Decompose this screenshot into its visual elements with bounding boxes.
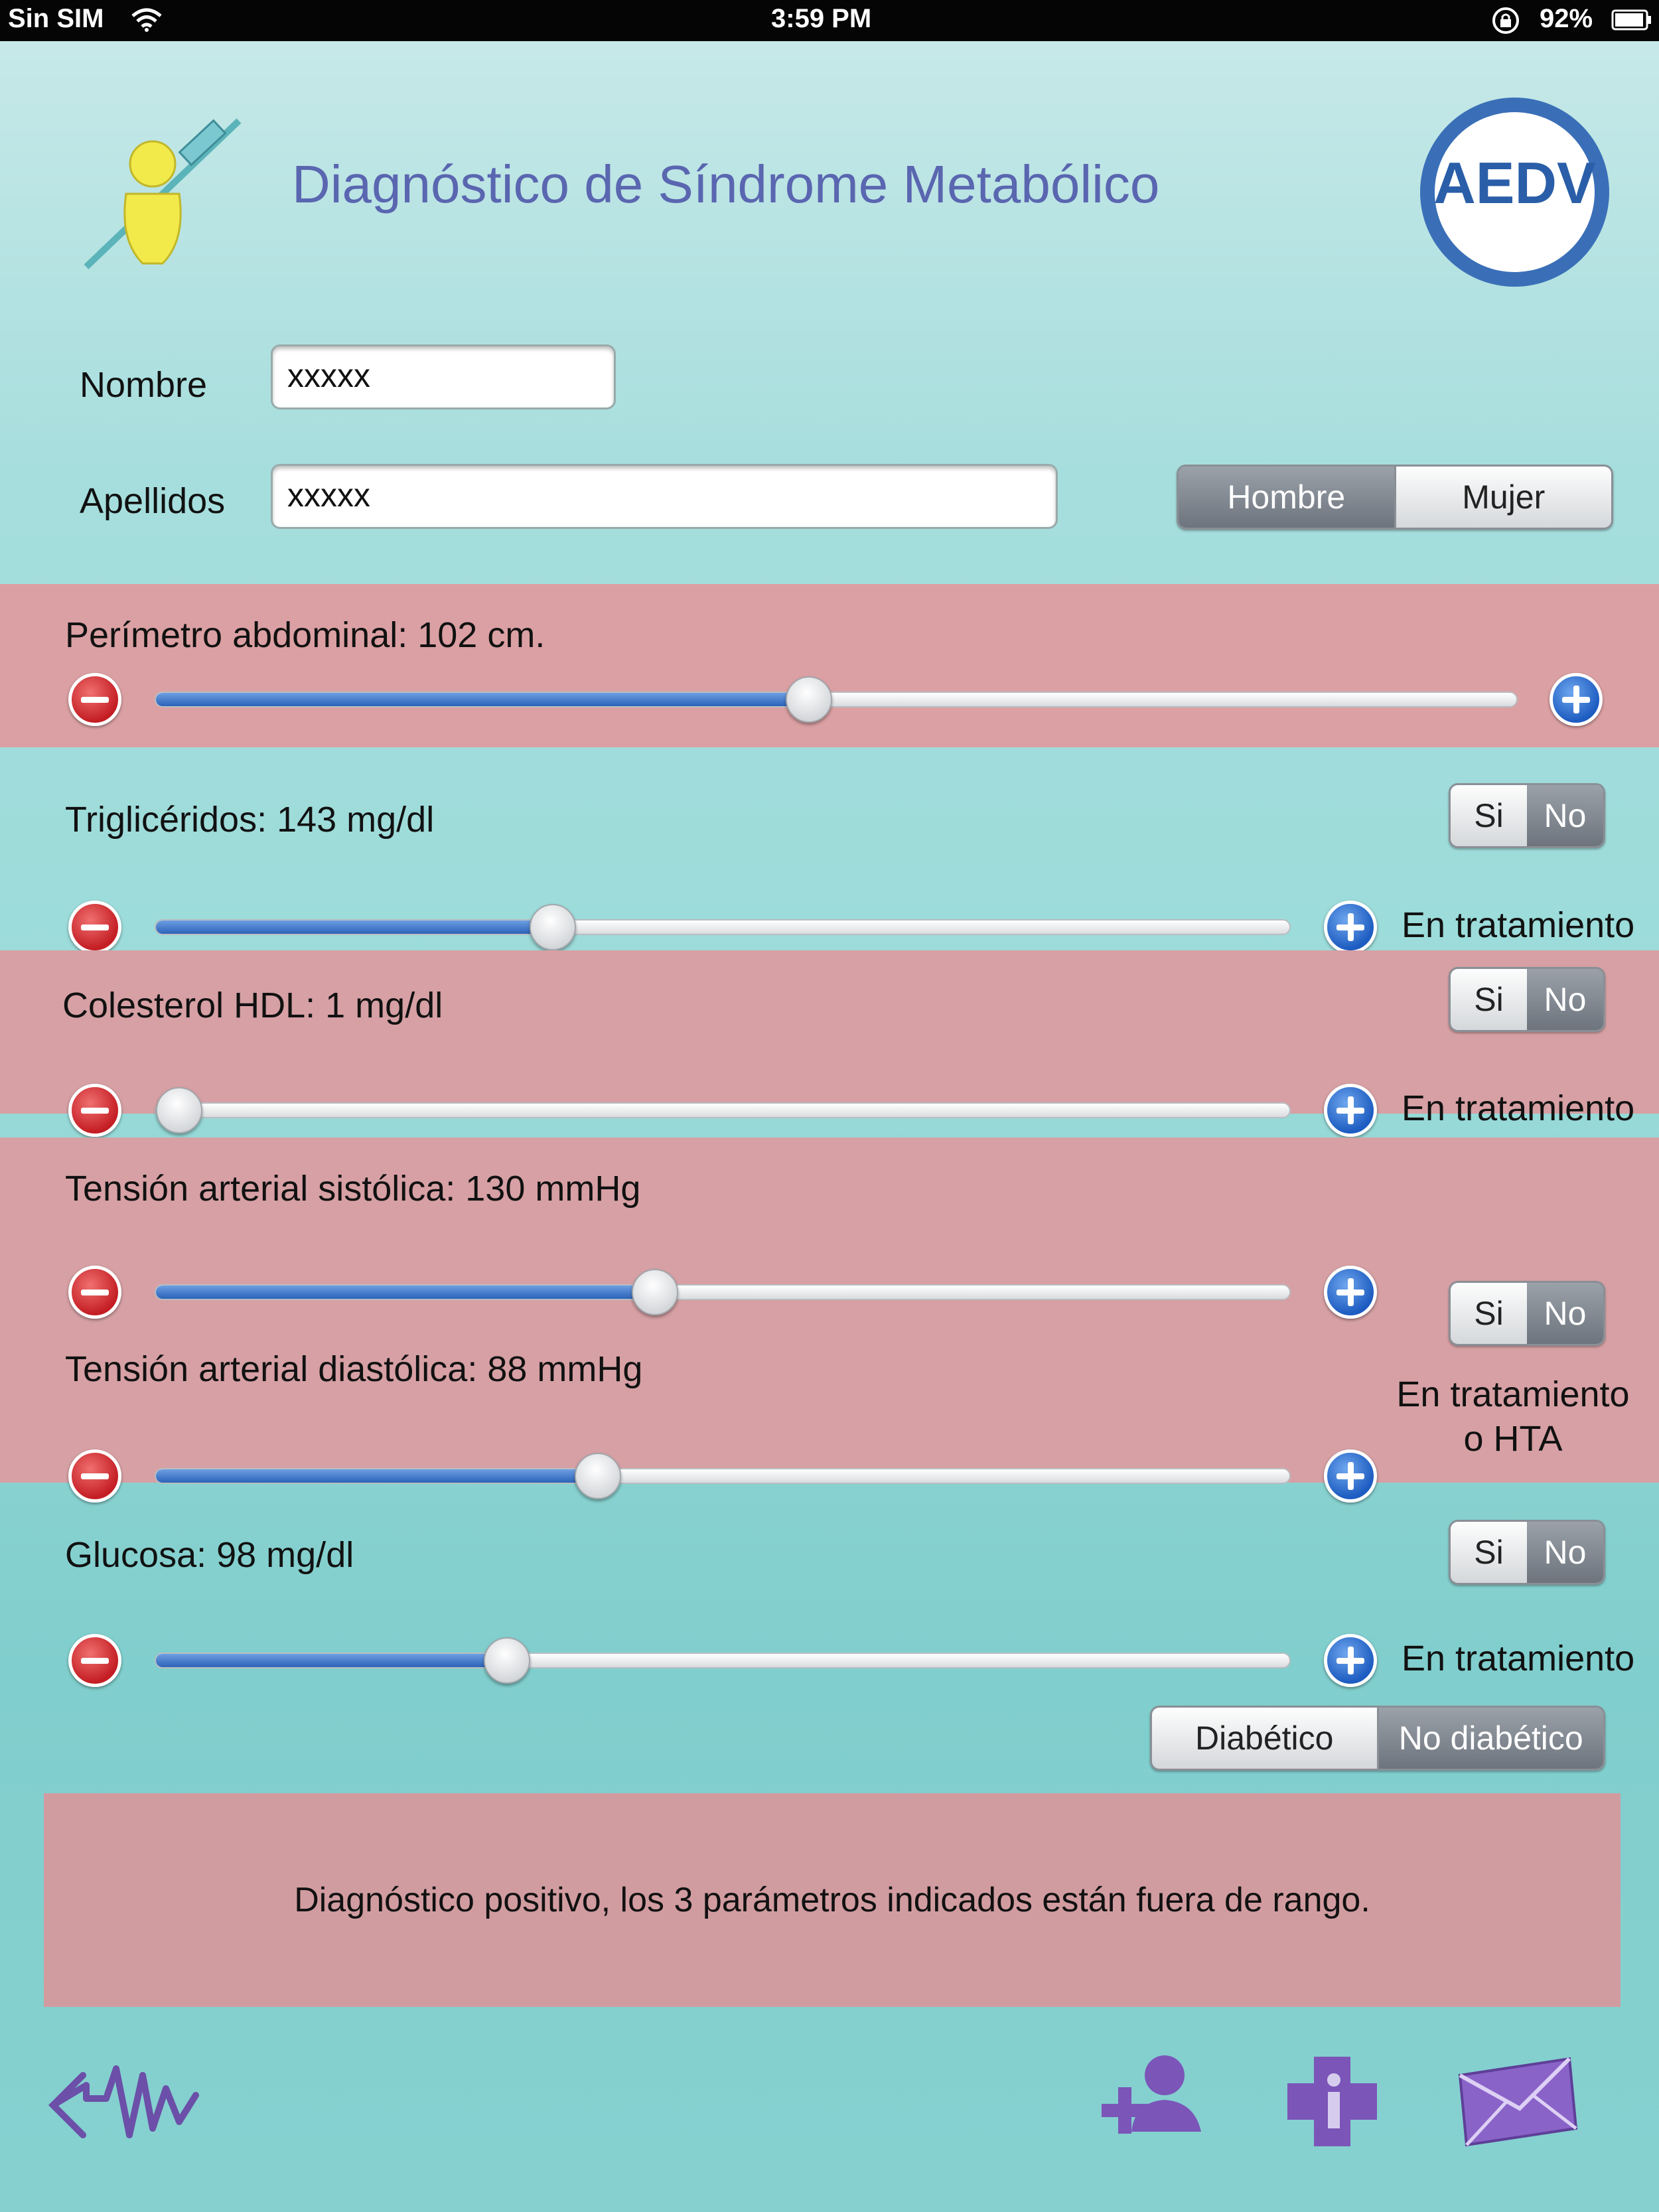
carrier: Sin SIM: [8, 4, 104, 33]
nombre-input[interactable]: xxxxx: [271, 344, 616, 409]
trigliceridos-minus-button[interactable]: [68, 901, 121, 954]
battery-icon: [1611, 9, 1652, 31]
slider-fill: [156, 1286, 655, 1299]
tension-note-1: En tratamiento: [1396, 1374, 1630, 1414]
tension-no[interactable]: No: [1527, 1283, 1603, 1344]
no-diabetico-option[interactable]: No diabético: [1377, 1708, 1604, 1769]
page-title: Diagnóstico de Síndrome Metabólico: [292, 155, 1160, 214]
wifi-icon: [130, 7, 163, 32]
trigliceridos-si[interactable]: Si: [1451, 785, 1527, 846]
perimetro-minus-button[interactable]: [68, 673, 121, 726]
glucosa-toggle[interactable]: [1449, 1520, 1605, 1585]
diastolica-minus-button[interactable]: [68, 1449, 121, 1503]
hdl-no[interactable]: No: [1527, 969, 1603, 1030]
diabetico-option[interactable]: Diabético: [1152, 1708, 1377, 1769]
aedv-seal: [1420, 98, 1609, 287]
hdl-minus-button[interactable]: [68, 1084, 121, 1137]
tension-si[interactable]: Si: [1451, 1283, 1527, 1344]
slider-fill: [156, 921, 553, 934]
diabetes-segmented-control[interactable]: [1150, 1706, 1605, 1771]
hdl-toggle[interactable]: [1449, 967, 1605, 1032]
glucosa-plus-button[interactable]: [1324, 1634, 1377, 1687]
app-logo-icon: [73, 108, 246, 280]
hombre-option[interactable]: Hombre: [1179, 467, 1394, 528]
add-user-icon[interactable]: [1102, 2052, 1208, 2145]
sistolica-minus-button[interactable]: [68, 1266, 121, 1319]
glucosa-slider[interactable]: [155, 1653, 1291, 1668]
slider-thumb[interactable]: [484, 1637, 530, 1684]
slider-thumb[interactable]: [530, 904, 576, 950]
info-icon[interactable]: [1284, 2053, 1380, 2150]
trigliceridos-toggle[interactable]: [1449, 783, 1605, 848]
clock: 3:59 PM: [771, 4, 872, 33]
glucosa-minus-button[interactable]: [68, 1634, 121, 1687]
nombre-label: Nombre: [80, 365, 208, 405]
hdl-si[interactable]: Si: [1451, 969, 1527, 1030]
sistolica-slider[interactable]: [155, 1284, 1291, 1300]
glucosa-si[interactable]: Si: [1451, 1522, 1527, 1583]
status-bar: [0, 0, 1659, 41]
glucosa-no[interactable]: No: [1527, 1522, 1603, 1583]
diastolica-plus-button[interactable]: [1324, 1449, 1377, 1503]
perimetro-label: Perímetro abdominal: 102 cm.: [65, 615, 545, 655]
tension-toggle[interactable]: [1449, 1281, 1605, 1346]
hdl-plus-button[interactable]: [1324, 1084, 1377, 1137]
sex-segmented-control[interactable]: [1177, 465, 1613, 530]
apellidos-label: Apellidos: [80, 481, 226, 521]
glucosa-note: En tratamiento: [1402, 1639, 1635, 1678]
slider-fill: [156, 1654, 507, 1667]
slider-thumb[interactable]: [156, 1087, 202, 1134]
perimetro-section: [0, 584, 1659, 747]
slider-fill: [156, 693, 809, 706]
result-text: Diagnóstico positivo, los 3 parámetros indicados están fuera de rango.: [294, 1881, 1370, 1919]
result-box: [44, 1793, 1621, 2007]
slider-thumb[interactable]: [575, 1453, 621, 1499]
diastolica-slider[interactable]: [155, 1468, 1291, 1484]
trigliceridos-label: Triglicéridos: 143 mg/dl: [65, 800, 435, 840]
battery-percent: 92%: [1540, 4, 1593, 33]
trigliceridos-note: En tratamiento: [1402, 905, 1635, 945]
aedv-logo-text: AEDV: [1433, 150, 1596, 216]
glucosa-label: Glucosa: 98 mg/dl: [65, 1535, 354, 1575]
hdl-slider[interactable]: [155, 1102, 1291, 1118]
perimetro-slider[interactable]: [155, 692, 1518, 707]
sistolica-plus-button[interactable]: [1324, 1266, 1377, 1319]
diastolica-label: Tensión arterial diastólica: 88 mmHg: [65, 1349, 643, 1389]
perimetro-plus-button[interactable]: [1550, 673, 1603, 726]
hdl-note: En tratamiento: [1402, 1088, 1635, 1128]
slider-thumb[interactable]: [786, 676, 832, 723]
trigliceridos-slider[interactable]: [155, 919, 1291, 935]
trigliceridos-no[interactable]: No: [1527, 785, 1603, 846]
tension-note-2: o HTA: [1463, 1419, 1563, 1459]
mujer-option[interactable]: Mujer: [1394, 467, 1612, 528]
mail-icon[interactable]: [1453, 2055, 1579, 2148]
sistolica-label: Tensión arterial sistólica: 130 mmHg: [65, 1169, 641, 1209]
app-screen: [0, 41, 1659, 2212]
trigliceridos-plus-button[interactable]: [1324, 901, 1377, 954]
slider-thumb[interactable]: [632, 1269, 678, 1315]
slider-fill: [156, 1469, 598, 1483]
rotation-lock-icon: [1490, 5, 1521, 36]
hdl-label: Colesterol HDL: 1 mg/dl: [62, 986, 443, 1025]
apellidos-input[interactable]: xxxxx: [271, 464, 1058, 529]
back-pulse-icon[interactable]: [46, 2055, 212, 2155]
